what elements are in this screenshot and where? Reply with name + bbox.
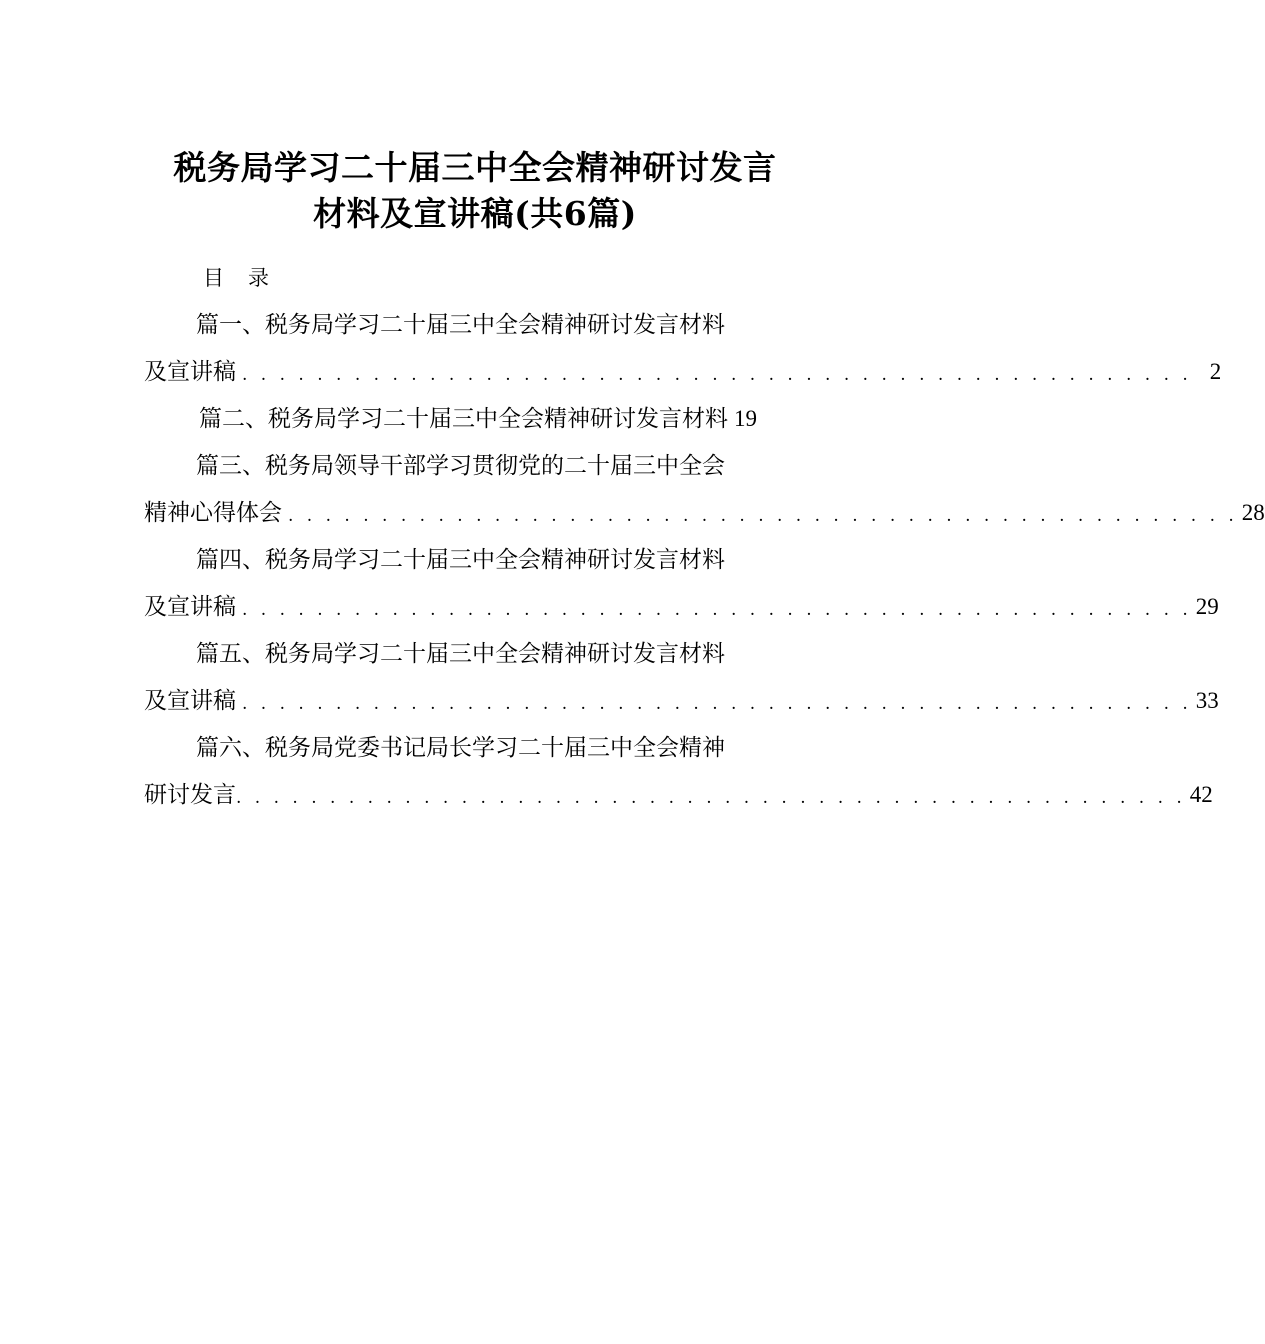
toc-entry-3-title-cont: 精神心得体会 bbox=[144, 500, 282, 526]
toc-entry-1-title-cont: 及宣讲稿 bbox=[144, 359, 236, 385]
toc-entry-6-title[interactable]: 篇六、税务局党委书记局长学习二十届三中全会精神 bbox=[196, 735, 725, 761]
toc-dot-leader: . . . . . . . . . . . . . . . . . . . . . . . . . . . . . . . . . . . . . . . . . . . . . . . . . . . bbox=[242, 694, 1192, 714]
toc-entry-2-title: 篇二、税务局学习二十届三中全会精神研讨发言材料 bbox=[199, 406, 728, 432]
toc-entry-2[interactable] bbox=[199, 404, 757, 434]
toc-dot-leader: . . . . . . . . . . . . . . . . . . . . . . . . . . . . . . . . . . . . . . . . . . . . . . . . . . . bbox=[288, 506, 1238, 526]
toc-entry-3-continuation[interactable] bbox=[144, 498, 1265, 528]
toc-entry-4-page: 29 bbox=[1195, 594, 1219, 619]
document-title-line-1: 税务局学习二十届三中全会精神研讨发言 bbox=[173, 148, 777, 187]
toc-entry-4-title[interactable]: 篇四、税务局学习二十届三中全会精神研讨发言材料 bbox=[196, 547, 725, 573]
toc-entry-4-continuation[interactable] bbox=[144, 592, 1219, 622]
toc-heading-char-1: 目 bbox=[203, 266, 224, 290]
toc-entry-5-title-cont: 及宣讲稿 bbox=[144, 688, 236, 714]
toc-entry-6-continuation[interactable] bbox=[144, 780, 1213, 810]
toc-dot-leader: . . . . . . . . . . . . . . . . . . . . . . . . . . . . . . . . . . . . . . . . . . . . . . . . . . . bbox=[236, 788, 1186, 808]
toc-entry-1-continuation[interactable] bbox=[144, 357, 1222, 387]
toc-heading-char-2: 录 bbox=[248, 266, 269, 290]
toc-dot-leader: . . . . . . . . . . . . . . . . . . . . . . . . . . . . . . . . . . . . . . . . . . . . . . . . . . . bbox=[242, 365, 1192, 385]
toc-heading bbox=[203, 262, 269, 292]
toc-entry-5-page: 33 bbox=[1195, 688, 1219, 713]
toc-entry-3-page: 28 bbox=[1241, 500, 1265, 525]
toc-entry-4-title-cont: 及宣讲稿 bbox=[144, 594, 236, 620]
toc-entry-3-title[interactable]: 篇三、税务局领导干部学习贯彻党的二十届三中全会 bbox=[196, 453, 725, 479]
toc-entry-5-title[interactable]: 篇五、税务局学习二十届三中全会精神研讨发言材料 bbox=[196, 641, 725, 667]
toc-entry-6-title-cont: 研讨发言 bbox=[144, 782, 236, 808]
toc-entry-5-continuation[interactable] bbox=[144, 686, 1219, 716]
toc-entry-6-page: 42 bbox=[1189, 782, 1213, 807]
document-title-line-2: 材料及宣讲稿(共6篇) bbox=[313, 194, 637, 233]
toc-dot-leader: . . . . . . . . . . . . . . . . . . . . . . . . . . . . . . . . . . . . . . . . . . . . . . . . . . . bbox=[242, 600, 1192, 620]
toc-entry-1-title[interactable]: 篇一、税务局学习二十届三中全会精神研讨发言材料 bbox=[196, 312, 725, 338]
toc-entry-2-page: 19 bbox=[734, 406, 757, 431]
toc-entry-1-page: 2 bbox=[1209, 359, 1222, 384]
